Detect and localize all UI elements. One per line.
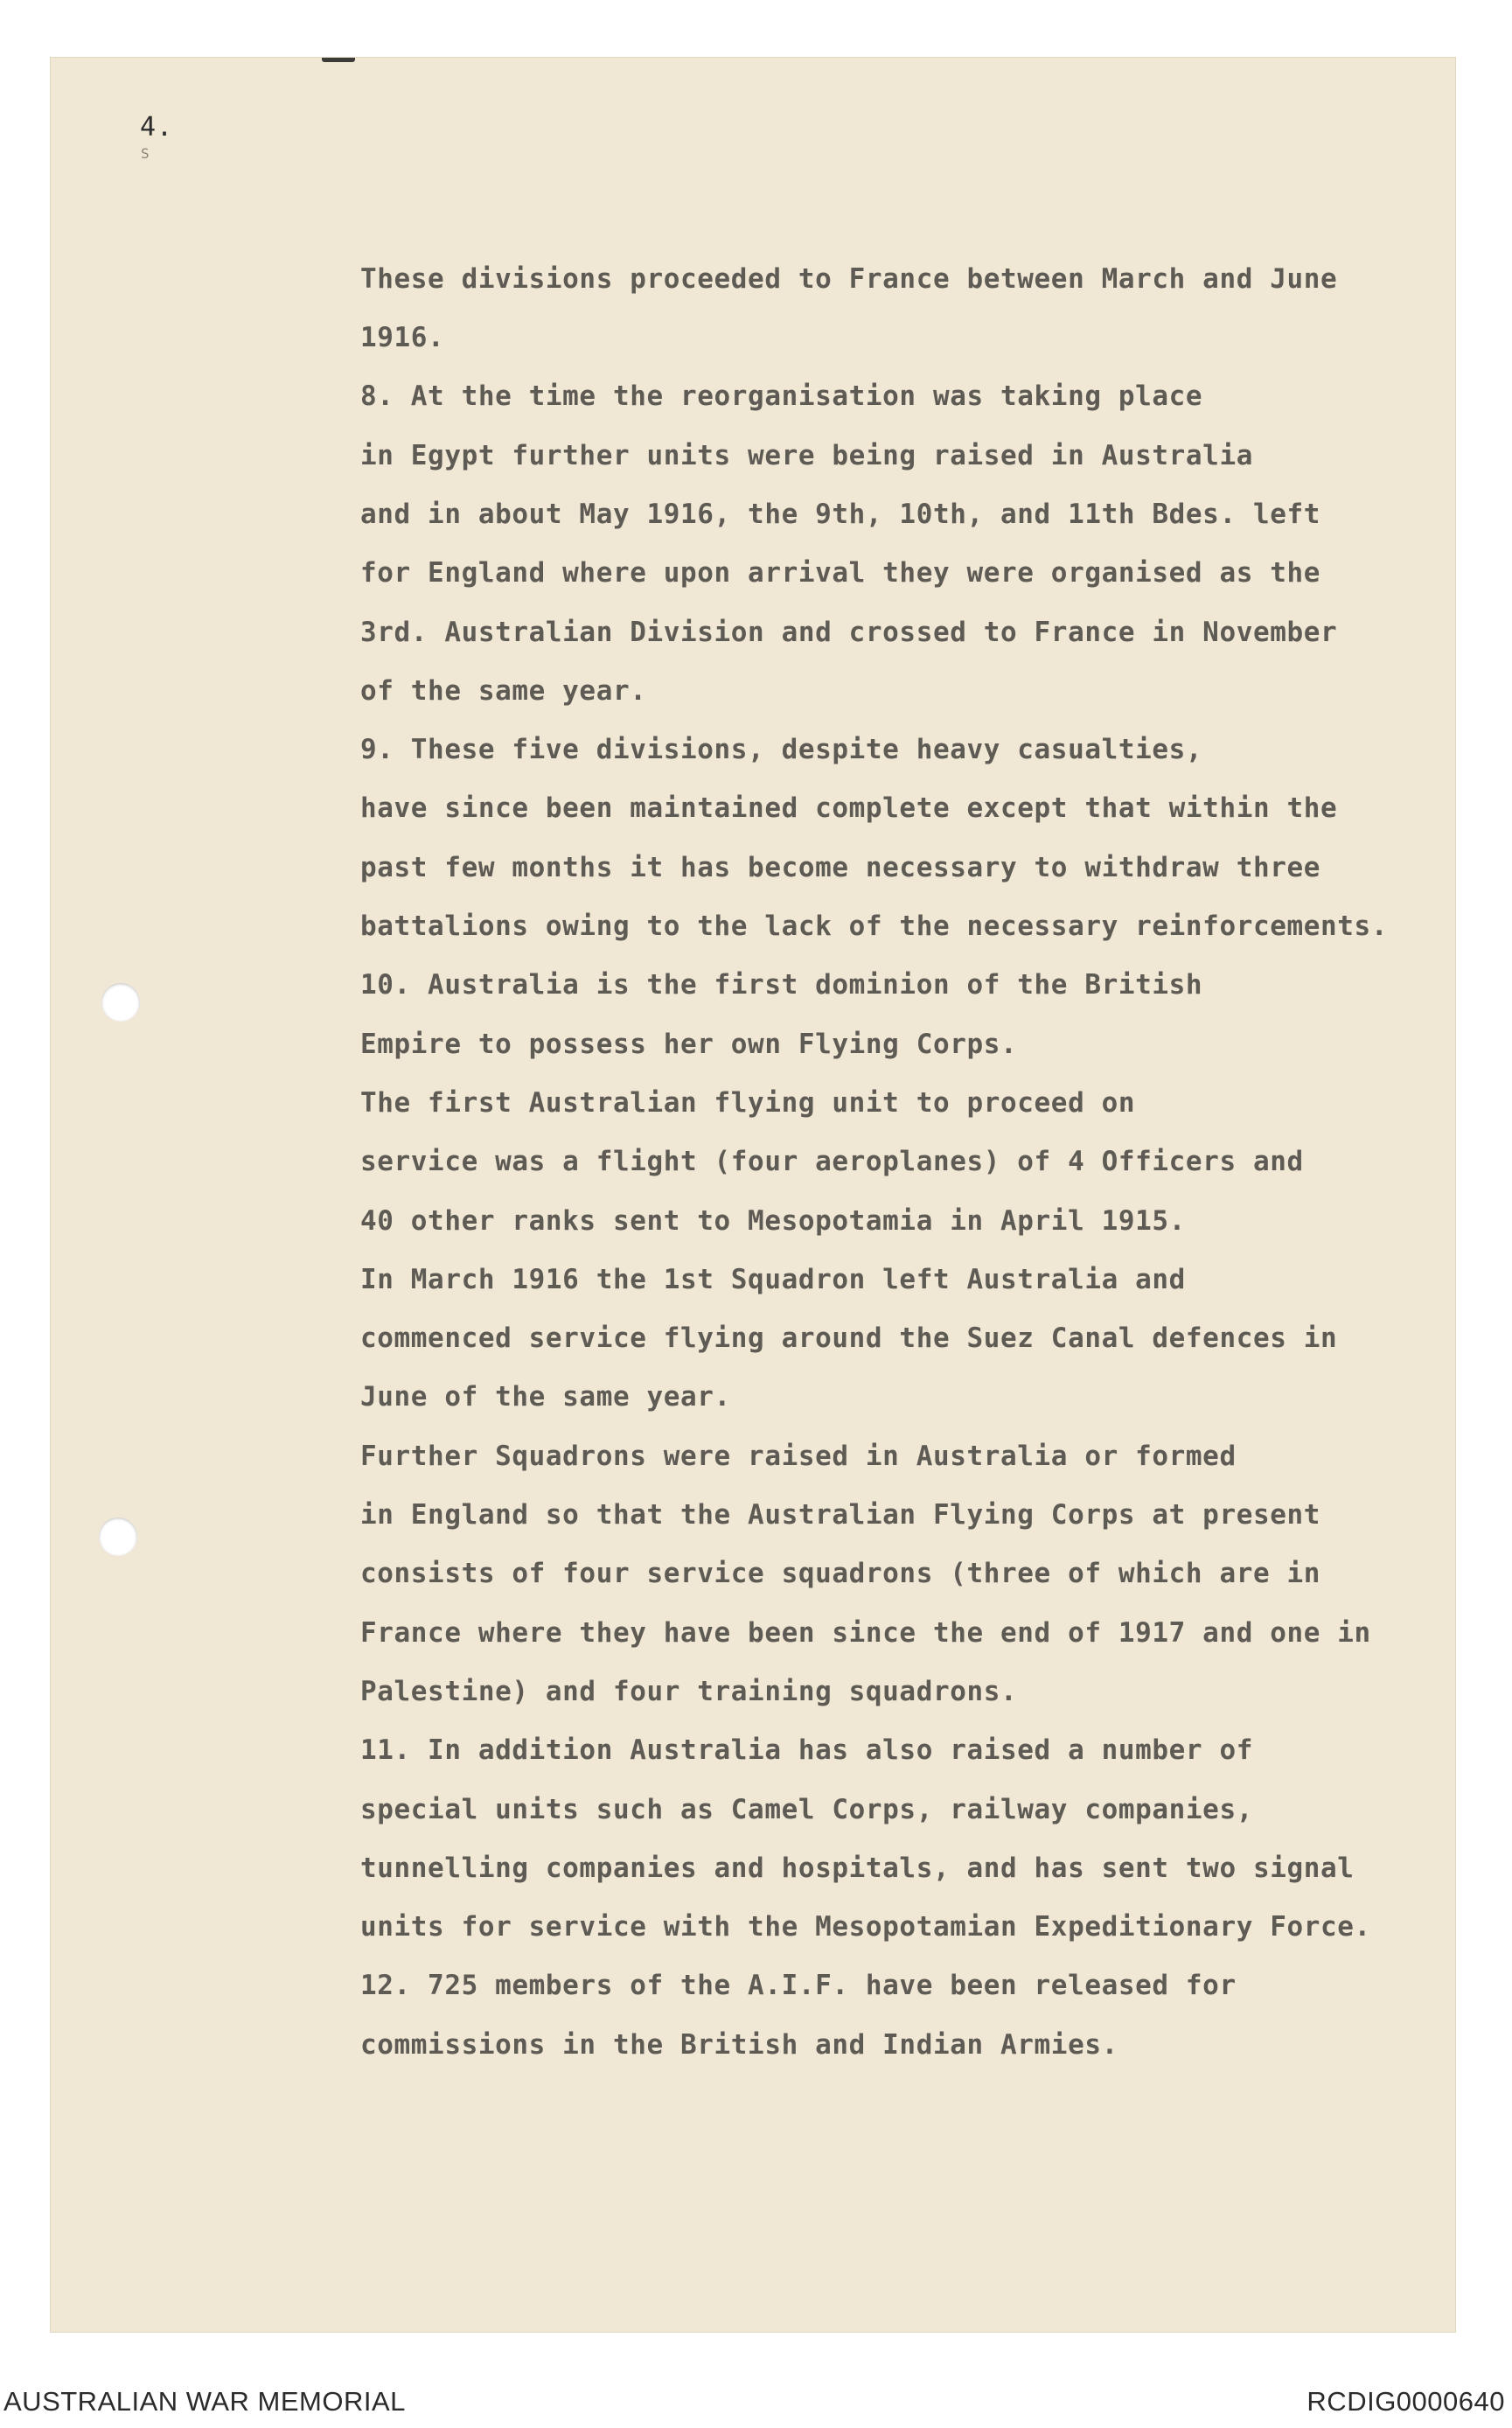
text-line: commissions in the British and Indian Armies. — [360, 2029, 1118, 2061]
text-line: consists of four service squadrons (three of which are in — [360, 1558, 1321, 1589]
punch-hole — [101, 983, 140, 1022]
text-line: in Egypt further units were being raised in Australia — [360, 440, 1253, 471]
text-line: commenced service flying around the Suez Canal defences in — [360, 1322, 1338, 1354]
text-line: 10. Australia is the first dominion of the British — [360, 969, 1203, 1001]
text-line: 8. At the time the reorganisation was taking place — [360, 380, 1203, 412]
text-line: In March 1916 the 1st Squadron left Australia and — [360, 1264, 1186, 1295]
text-line: These divisions proceeded to France between March and June — [360, 263, 1338, 295]
page-number: 4. — [140, 112, 174, 143]
text-line: of the same year. — [360, 675, 647, 707]
text-line: Further Squadrons were raised in Australia or formed — [360, 1441, 1237, 1472]
text-line: The first Australian flying unit to proceed on — [360, 1087, 1136, 1119]
staple-mark — [322, 58, 355, 62]
text-line: 1916. — [360, 322, 445, 353]
text-line: special units such as Camel Corps, railway companies, — [360, 1794, 1253, 1825]
text-line: 3rd. Australian Division and crossed to France in November — [360, 617, 1338, 648]
page-number-mark: S — [141, 145, 150, 162]
text-line: Palestine) and four training squadrons. — [360, 1676, 1018, 1707]
text-line: past few months it has become necessary to withdraw three — [360, 852, 1321, 883]
text-line: 11. In addition Australia has also raised a number of — [360, 1734, 1253, 1766]
text-line: service was a flight (four aeroplanes) of 4 Officers and — [360, 1146, 1304, 1177]
text-line: battalions owing to the lack of the necessary reinforcements. — [360, 910, 1389, 942]
text-line: for England where upon arrival they were organised as the — [360, 557, 1321, 589]
text-line: Empire to possess her own Flying Corps. — [360, 1029, 1018, 1060]
text-line: tunnelling companies and hospitals, and has sent two signal — [360, 1852, 1355, 1884]
document-page — [51, 58, 1455, 2332]
text-line: June of the same year. — [360, 1381, 731, 1413]
punch-hole — [99, 1518, 137, 1556]
text-line: and in about May 1916, the 9th, 10th, and 11th Bdes. left — [360, 499, 1321, 530]
text-line: France where they have been since the end of 1917 and one in — [360, 1617, 1371, 1649]
text-line: 9. These five divisions, despite heavy casualties, — [360, 734, 1203, 765]
text-line: have since been maintained complete except that within the — [360, 792, 1338, 824]
text-line: 40 other ranks sent to Mesopotamia in April 1915. — [360, 1205, 1186, 1237]
text-line: units for service with the Mesopotamian Expeditionary Force. — [360, 1911, 1371, 1943]
text-line: 12. 725 members of the A.I.F. have been released for — [360, 1970, 1237, 2001]
footer-record-id: RCDIG0000640 — [1306, 2386, 1505, 2417]
text-line: in England so that the Australian Flying Corps at present — [360, 1499, 1321, 1531]
footer-archive-name: AUSTRALIAN WAR MEMORIAL — [3, 2386, 406, 2417]
